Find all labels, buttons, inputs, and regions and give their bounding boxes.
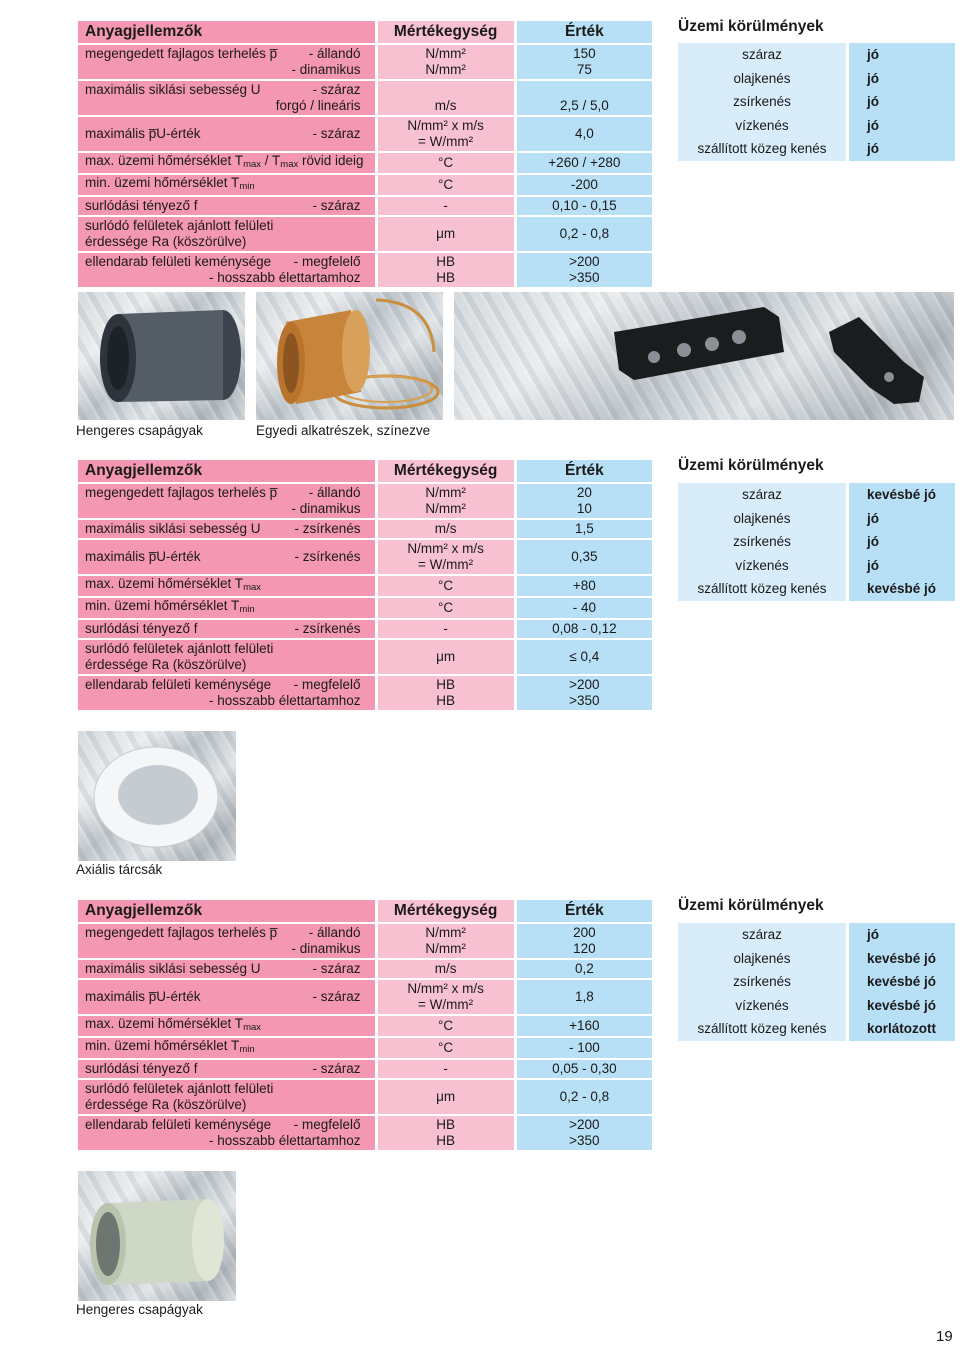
- condition-name: olajkenés: [678, 507, 849, 531]
- value-cell: [517, 1014, 652, 1036]
- unit-value: N/mm²: [425, 925, 466, 940]
- conditions-title-2: Üzemi körülmények: [678, 457, 824, 474]
- condition-row: [678, 1017, 955, 1041]
- unit-value: N/mm²: [425, 485, 466, 500]
- property-cell: [78, 958, 375, 978]
- condition-rating: jó: [849, 507, 955, 531]
- unit-cell: [375, 638, 517, 674]
- unit-cell: [375, 1014, 517, 1036]
- unit-value: °C: [438, 1040, 454, 1055]
- subscript: max: [243, 1022, 262, 1033]
- caption-cylindrical-bearings-2: Hengeres csapágyak: [76, 1302, 203, 1317]
- property-label: maximális p̅U-érték: [85, 989, 201, 1004]
- unit-value: °C: [438, 177, 454, 192]
- photo-axial-washers: [78, 731, 236, 861]
- condition-rating: korlátozott: [849, 1017, 955, 1041]
- value-cell: [517, 151, 652, 173]
- condition-row: [678, 554, 955, 578]
- property-cell: [78, 922, 375, 958]
- property-value: 0,2: [574, 961, 594, 976]
- unit-cell: [375, 173, 517, 195]
- subscript: min: [239, 1044, 255, 1055]
- spec-row: [78, 978, 652, 1014]
- property-cell: [78, 173, 375, 195]
- condition-rating: kevésbé jó: [849, 577, 955, 601]
- condition-name: száraz: [678, 43, 849, 67]
- property-qualifier: forgó / lineáris: [275, 98, 361, 113]
- property-value: 2,5 / 5,0: [559, 98, 609, 113]
- property-qualifier: - száraz: [312, 961, 361, 976]
- property-value: >200: [569, 1117, 600, 1132]
- property-label: maximális siklási sebesség U: [85, 82, 261, 97]
- value-cell: [517, 618, 652, 638]
- spec-row: [78, 215, 652, 251]
- unit-value: = W/mm²: [418, 134, 474, 149]
- value-cell: [517, 596, 652, 618]
- property-value: - 40: [572, 600, 596, 615]
- property-cell: [78, 195, 375, 215]
- unit-value: N/mm² x m/s: [407, 541, 484, 556]
- property-label: surlódó felületek ajánlott felületi: [85, 218, 274, 233]
- subscript: max: [243, 582, 262, 593]
- property-value: 20: [576, 485, 592, 500]
- spec-row: [78, 538, 652, 574]
- property-label-cont: rövid ideig: [298, 153, 364, 168]
- property-label: max. üzemi hőmérséklet T: [85, 1016, 244, 1031]
- property-cell: [78, 674, 375, 710]
- value-cell: [517, 43, 652, 79]
- photo-custom-parts-black: [454, 292, 954, 420]
- unit-cell: [375, 251, 517, 287]
- property-value: [524, 82, 645, 98]
- unit-cell: [375, 518, 517, 538]
- unit-value: μm: [436, 226, 456, 241]
- header-property: Anyagjellemzők: [78, 900, 375, 922]
- property-value: - 100: [568, 1040, 600, 1055]
- property-value: 200: [573, 925, 596, 940]
- unit-value: N/mm²: [425, 62, 466, 77]
- spec-row: [78, 574, 652, 596]
- property-cell: [78, 638, 375, 674]
- condition-row: [678, 90, 955, 114]
- property-label: maximális p̅U-érték: [85, 549, 201, 564]
- condition-rating: kevésbé jó: [849, 994, 955, 1018]
- property-qualifier: - hosszabb élettartamhoz: [208, 693, 361, 708]
- property-cell: [78, 1078, 375, 1114]
- property-value: 0,2 - 0,8: [559, 226, 610, 241]
- unit-cell: [375, 618, 517, 638]
- property-value: >350: [569, 270, 600, 285]
- unit-value: HB: [436, 270, 455, 285]
- conditions-table-3: [678, 923, 955, 1041]
- page-number: 19: [936, 1328, 953, 1345]
- unit-cell: [375, 482, 517, 518]
- property-label: min. üzemi hőmérséklet T: [85, 598, 240, 613]
- property-cell: [78, 115, 375, 151]
- value-cell: [517, 79, 652, 115]
- spec-row: [78, 674, 652, 710]
- photo-cylindrical-bearing-grey: [78, 292, 245, 420]
- property-qualifier: - száraz: [312, 82, 361, 97]
- condition-row: [678, 994, 955, 1018]
- property-label: max. üzemi hőmérséklet T: [85, 576, 244, 591]
- property-cell: [78, 596, 375, 618]
- property-qualifier: - dinamikus: [291, 501, 361, 516]
- property-value: +80: [572, 578, 596, 593]
- unit-cell: [375, 922, 517, 958]
- condition-rating: jó: [849, 554, 955, 578]
- property-label: [85, 270, 89, 285]
- property-label: [85, 501, 89, 516]
- value-cell: [517, 538, 652, 574]
- condition-row: [678, 67, 955, 91]
- value-cell: [517, 1114, 652, 1150]
- unit-value: N/mm²: [425, 941, 466, 956]
- property-label: ellendarab felületi keménysége: [85, 254, 272, 269]
- property-qualifier: - állandó: [308, 485, 361, 500]
- condition-name: olajkenés: [678, 67, 849, 91]
- condition-name: olajkenés: [678, 947, 849, 971]
- condition-row: [678, 923, 955, 947]
- header-property: Anyagjellemzők: [78, 21, 375, 43]
- property-cell: [78, 1114, 375, 1150]
- condition-rating: jó: [849, 137, 955, 161]
- property-cell: [78, 251, 375, 287]
- spec-table-1: [78, 21, 652, 287]
- property-qualifier: - megfelelő: [293, 254, 361, 269]
- unit-cell: [375, 958, 517, 978]
- property-label: maximális siklási sebesség U: [85, 961, 261, 976]
- condition-row: [678, 43, 955, 67]
- condition-name: vízkenés: [678, 554, 849, 578]
- property-value: 1,8: [574, 989, 594, 1004]
- property-label: min. üzemi hőmérséklet T: [85, 1038, 240, 1053]
- photo-custom-parts-yellow: [256, 292, 443, 420]
- unit-value: -: [443, 1061, 448, 1076]
- unit-cell: [375, 1114, 517, 1150]
- property-value: +160: [569, 1018, 600, 1033]
- property-value: 120: [573, 941, 596, 956]
- condition-row: [678, 970, 955, 994]
- subscript: max: [243, 159, 262, 170]
- unit-cell: [375, 195, 517, 215]
- property-label: maximális siklási sebesség U: [85, 521, 261, 536]
- property-label: maximális p̅U-érték: [85, 126, 201, 141]
- property-value: 0,35: [571, 549, 598, 564]
- property-value: >350: [569, 1133, 600, 1148]
- unit-value: HB: [436, 1117, 455, 1132]
- condition-row: [678, 137, 955, 161]
- property-label: surlódási tényező f: [85, 198, 198, 213]
- condition-rating: jó: [849, 530, 955, 554]
- property-qualifier: - megfelelő: [293, 677, 361, 692]
- value-cell: [517, 251, 652, 287]
- condition-name: szállított közeg kenés: [678, 577, 849, 601]
- spec-row: [78, 79, 652, 115]
- header-unit: Mértékegység: [375, 21, 517, 43]
- condition-name: zsírkenés: [678, 530, 849, 554]
- property-label: surlódó felületek ajánlott felületi: [85, 641, 274, 656]
- value-cell: [517, 1058, 652, 1078]
- condition-name: vízkenés: [678, 994, 849, 1018]
- condition-rating: kevésbé jó: [849, 483, 955, 507]
- spec-row: [78, 1114, 652, 1150]
- property-cell: [78, 215, 375, 251]
- value-cell: [517, 215, 652, 251]
- spec-row: [78, 618, 652, 638]
- property-cell: [78, 574, 375, 596]
- spec-row: [78, 195, 652, 215]
- property-cell: [78, 618, 375, 638]
- value-cell: [517, 638, 652, 674]
- property-qualifier: - száraz: [312, 1061, 361, 1076]
- property-label: [85, 98, 89, 113]
- condition-rating: jó: [849, 67, 955, 91]
- condition-name: száraz: [678, 483, 849, 507]
- property-label: [85, 1133, 89, 1148]
- value-cell: [517, 1036, 652, 1058]
- subscript: max: [280, 159, 299, 170]
- property-value: 0,10 - 0,15: [552, 198, 617, 213]
- property-qualifier: - hosszabb élettartamhoz: [208, 1133, 361, 1148]
- property-cell: [78, 518, 375, 538]
- property-cell: [78, 482, 375, 518]
- property-value: 10: [576, 501, 592, 516]
- property-label: megengedett fajlagos terhelés p̅: [85, 485, 278, 500]
- spec-row: [78, 518, 652, 538]
- condition-name: száraz: [678, 923, 849, 947]
- property-cell: [78, 1036, 375, 1058]
- unit-cell: [375, 79, 517, 115]
- property-label: surlódási tényező f: [85, 1061, 198, 1076]
- conditions-title-1: Üzemi körülmények: [678, 18, 824, 35]
- property-label: ellendarab felületi keménysége: [85, 1117, 272, 1132]
- property-cell: [78, 79, 375, 115]
- header-value: Érték: [517, 460, 652, 482]
- value-cell: [517, 922, 652, 958]
- property-label: [85, 62, 89, 77]
- condition-row: [678, 483, 955, 507]
- spec-table-3: [78, 900, 652, 1150]
- unit-cell: [375, 674, 517, 710]
- condition-rating: kevésbé jó: [849, 947, 955, 971]
- unit-value: °C: [438, 1018, 454, 1033]
- subscript: min: [239, 181, 255, 192]
- property-label: ellendarab felületi keménysége: [85, 677, 272, 692]
- property-qualifier: - száraz: [312, 126, 361, 141]
- condition-name: zsírkenés: [678, 90, 849, 114]
- condition-name: vízkenés: [678, 114, 849, 138]
- property-value: 150: [573, 46, 596, 61]
- value-cell: [517, 482, 652, 518]
- condition-name: zsírkenés: [678, 970, 849, 994]
- property-qualifier: - hosszabb élettartamhoz: [208, 270, 361, 285]
- conditions-table-2: [678, 483, 955, 601]
- property-cell: [78, 538, 375, 574]
- spec-row: [78, 1078, 652, 1114]
- value-cell: [517, 518, 652, 538]
- value-cell: [517, 958, 652, 978]
- property-label: min. üzemi hőmérséklet T: [85, 175, 240, 190]
- value-cell: [517, 674, 652, 710]
- condition-name: szállított közeg kenés: [678, 137, 849, 161]
- unit-cell: [375, 1078, 517, 1114]
- property-qualifier: - zsírkenés: [294, 621, 361, 636]
- spec-row: [78, 596, 652, 618]
- unit-cell: [375, 151, 517, 173]
- property-cell: [78, 1058, 375, 1078]
- unit-value: °C: [438, 600, 454, 615]
- property-value: >200: [569, 677, 600, 692]
- property-cell: [78, 151, 375, 173]
- condition-name: szállított közeg kenés: [678, 1017, 849, 1041]
- caption-custom-parts: Egyedi alkatrészek, színezve: [256, 423, 431, 438]
- property-value: >350: [569, 693, 600, 708]
- unit-value: μm: [436, 1089, 456, 1104]
- property-qualifier: - zsírkenés: [294, 521, 361, 536]
- property-cell: [78, 978, 375, 1014]
- property-qualifier: - száraz: [312, 989, 361, 1004]
- condition-rating: jó: [849, 923, 955, 947]
- unit-value: N/mm²: [425, 46, 466, 61]
- property-label: érdessége Ra (köszörülve): [85, 657, 247, 672]
- property-value: >200: [569, 254, 600, 269]
- subscript: min: [239, 604, 255, 615]
- condition-rating: jó: [849, 114, 955, 138]
- property-value: ≤ 0,4: [569, 649, 600, 664]
- property-label: [85, 693, 89, 708]
- value-cell: [517, 978, 652, 1014]
- spec-row: [78, 482, 652, 518]
- property-qualifier: - megfelelő: [293, 1117, 361, 1132]
- condition-row: [678, 114, 955, 138]
- spec-row: [78, 1058, 652, 1078]
- property-cell: [78, 43, 375, 79]
- unit-value: = W/mm²: [418, 557, 474, 572]
- property-label: megengedett fajlagos terhelés p̅: [85, 925, 278, 940]
- property-label: [85, 941, 89, 956]
- property-label: érdessége Ra (köszörülve): [85, 234, 247, 249]
- unit-cell: [375, 574, 517, 596]
- header-unit: Mértékegység: [375, 900, 517, 922]
- unit-value: -: [443, 198, 448, 213]
- unit-value: m/s: [434, 521, 457, 536]
- property-label: surlódási tényező f: [85, 621, 198, 636]
- spec-row: [78, 173, 652, 195]
- unit-value: HB: [436, 1133, 455, 1148]
- property-value: 0,08 - 0,12: [552, 621, 617, 636]
- unit-value: = W/mm²: [418, 997, 474, 1012]
- property-qualifier: - dinamikus: [291, 941, 361, 956]
- unit-cell: [375, 115, 517, 151]
- unit-value: °C: [438, 155, 454, 170]
- unit-cell: [375, 215, 517, 251]
- property-value: 0,05 - 0,30: [552, 1061, 617, 1076]
- header-value: Érték: [517, 900, 652, 922]
- property-value: 1,5: [574, 521, 594, 536]
- property-value: +260 / +280: [548, 155, 621, 170]
- unit-value: m/s: [434, 98, 457, 113]
- spec-row: [78, 115, 652, 151]
- property-value: -200: [570, 177, 598, 192]
- header-unit: Mértékegység: [375, 460, 517, 482]
- condition-rating: kevésbé jó: [849, 970, 955, 994]
- condition-rating: jó: [849, 90, 955, 114]
- unit-value: HB: [436, 677, 455, 692]
- unit-value: HB: [436, 254, 455, 269]
- property-label: megengedett fajlagos terhelés p̅: [85, 46, 278, 61]
- spec-row: [78, 958, 652, 978]
- unit-value: HB: [436, 693, 455, 708]
- condition-row: [678, 947, 955, 971]
- header-property: Anyagjellemzők: [78, 460, 375, 482]
- unit-value: μm: [436, 649, 456, 664]
- photo-cylindrical-bearing-green: [78, 1171, 236, 1301]
- property-label: surlódó felületek ajánlott felületi: [85, 1081, 274, 1096]
- unit-cell: [375, 538, 517, 574]
- value-cell: [517, 1078, 652, 1114]
- conditions-title-3: Üzemi körülmények: [678, 897, 824, 914]
- property-qualifier: - száraz: [312, 198, 361, 213]
- header-value: Érték: [517, 21, 652, 43]
- property-value: 0,2 - 0,8: [559, 1089, 610, 1104]
- property-qualifier: - állandó: [308, 925, 361, 940]
- unit-cell: [375, 43, 517, 79]
- spec-row: [78, 1014, 652, 1036]
- condition-rating: jó: [849, 43, 955, 67]
- spec-row: [78, 151, 652, 173]
- unit-cell: [375, 596, 517, 618]
- value-cell: [517, 574, 652, 596]
- unit-value: N/mm² x m/s: [407, 981, 484, 996]
- property-qualifier: - állandó: [308, 46, 361, 61]
- spec-table-2: [78, 460, 652, 710]
- condition-row: [678, 530, 955, 554]
- unit-cell: [375, 1058, 517, 1078]
- unit-value: N/mm²: [425, 501, 466, 516]
- spec-row: [78, 922, 652, 958]
- spec-row: [78, 43, 652, 79]
- property-value: 4,0: [574, 126, 594, 141]
- property-cell: [78, 1014, 375, 1036]
- value-cell: [517, 115, 652, 151]
- conditions-table-1: [678, 43, 955, 161]
- property-label: max. üzemi hőmérséklet T: [85, 153, 244, 168]
- unit-value: -: [443, 621, 448, 636]
- condition-row: [678, 577, 955, 601]
- unit-cell: [375, 978, 517, 1014]
- unit-value: m/s: [434, 961, 457, 976]
- caption-axial-washers: Axiális tárcsák: [76, 862, 163, 877]
- spec-row: [78, 251, 652, 287]
- value-cell: [517, 173, 652, 195]
- property-qualifier: - zsírkenés: [294, 549, 361, 564]
- unit-value: °C: [438, 578, 454, 593]
- value-cell: [517, 195, 652, 215]
- property-label: érdessége Ra (köszörülve): [85, 1097, 247, 1112]
- unit-value: [385, 82, 507, 98]
- caption-cylindrical-bearings-1: Hengeres csapágyak: [76, 423, 203, 438]
- spec-row: [78, 638, 652, 674]
- property-label-cont: / T: [261, 153, 281, 168]
- property-value: 75: [576, 62, 592, 77]
- unit-cell: [375, 1036, 517, 1058]
- unit-value: N/mm² x m/s: [407, 118, 484, 133]
- property-qualifier: - dinamikus: [291, 62, 361, 77]
- spec-row: [78, 1036, 652, 1058]
- condition-row: [678, 507, 955, 531]
